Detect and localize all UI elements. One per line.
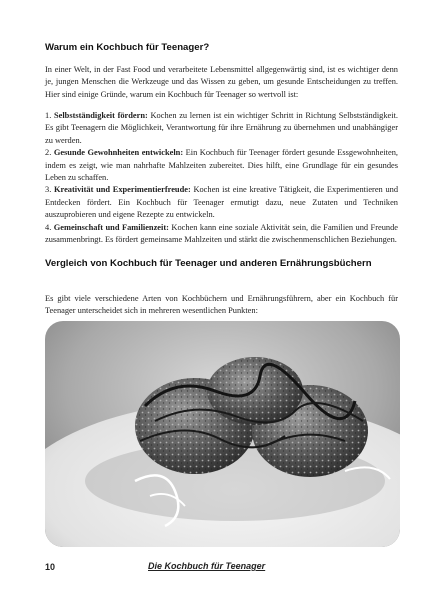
page-number: 10 — [45, 562, 56, 572]
food-photo — [45, 321, 400, 547]
intro-paragraph: In einer Welt, in der Fast Food und verarbeitete Lebensmittel allgegenwärtig sind, ist es wichtiger denn je, jungen Menschen die Werkzeuge und das Wissen zu geben, um gesunde Entscheidungen zu treffen. Hier sind einige Gründe, warum ein Kochbuch für Teenager so wertvoll ist: — [45, 65, 398, 99]
comparison-paragraph: Es gibt viele verschiedene Arten von Kochbüchern und Ernährungsführern, aber ein Kochbuch für Teenager unterscheidet sich in mehreren wesentlichen Punkten: — [45, 294, 398, 316]
item-number: 1. — [45, 111, 52, 120]
item-title: Selbstständigkeit fördern: — [53, 111, 148, 120]
item-number: 4. — [45, 222, 52, 232]
list-item — [45, 147, 398, 184]
item-text: Ein Kochbuch für Teenager fördert gesunde Essgewohnheiten, indem es zeigt, wie man nahrhafte Mahlzeiten zubereitet. Dies hilft, eine Grundlage für ein gesundes Leben zu schaffen. — [45, 148, 398, 183]
item-text: Kochen ist eine kreative Tätigkeit, die Experimentieren und Entdecken fördert. Ein Kochbuch für Teenager ermutigt dazu, neue Zutaten und Techniken auszuprobieren und eigene Rezepte zu entwickeln. — [45, 185, 399, 220]
item-number: 3. — [45, 185, 52, 195]
item-title: Gesunde Gewohnheiten entwickeln: — [53, 148, 184, 158]
section-heading-comparison: Vergleich von Kochbuch für Teenager und anderen Ernährungsbüchern — [45, 258, 372, 269]
list-item — [45, 110, 398, 147]
reasons-list — [45, 110, 398, 246]
item-number: 2. — [45, 148, 52, 158]
item-title: Gemeinschaft und Familienzeit: — [53, 222, 169, 232]
item-title: Kreativität und Experimentierfreude: — [53, 185, 191, 195]
item-text: Kochen kann eine soziale Aktivität sein, die Familien und Freunde zusammenbringt. Es fördert gemeinsame Mahlzeiten und stärkt die zwischenmenschlichen Beziehungen. — [45, 222, 399, 245]
food-photo-illustration — [45, 321, 400, 547]
section-heading-why: Warum ein Kochbuch für Teenager? — [45, 42, 210, 53]
list-item — [45, 222, 398, 247]
item-text: Kochen zu lernen ist ein wichtiger Schritt in Richtung Selbstständigkeit. Es gibt Teenagern die Möglichkeit, Verantwortung für ihre Ernährung zu übernehmen und unabhängiger zu werden. — [45, 111, 399, 145]
list-item — [45, 184, 398, 221]
footer-book-title: Die Kochbuch für Teenager — [148, 561, 266, 571]
